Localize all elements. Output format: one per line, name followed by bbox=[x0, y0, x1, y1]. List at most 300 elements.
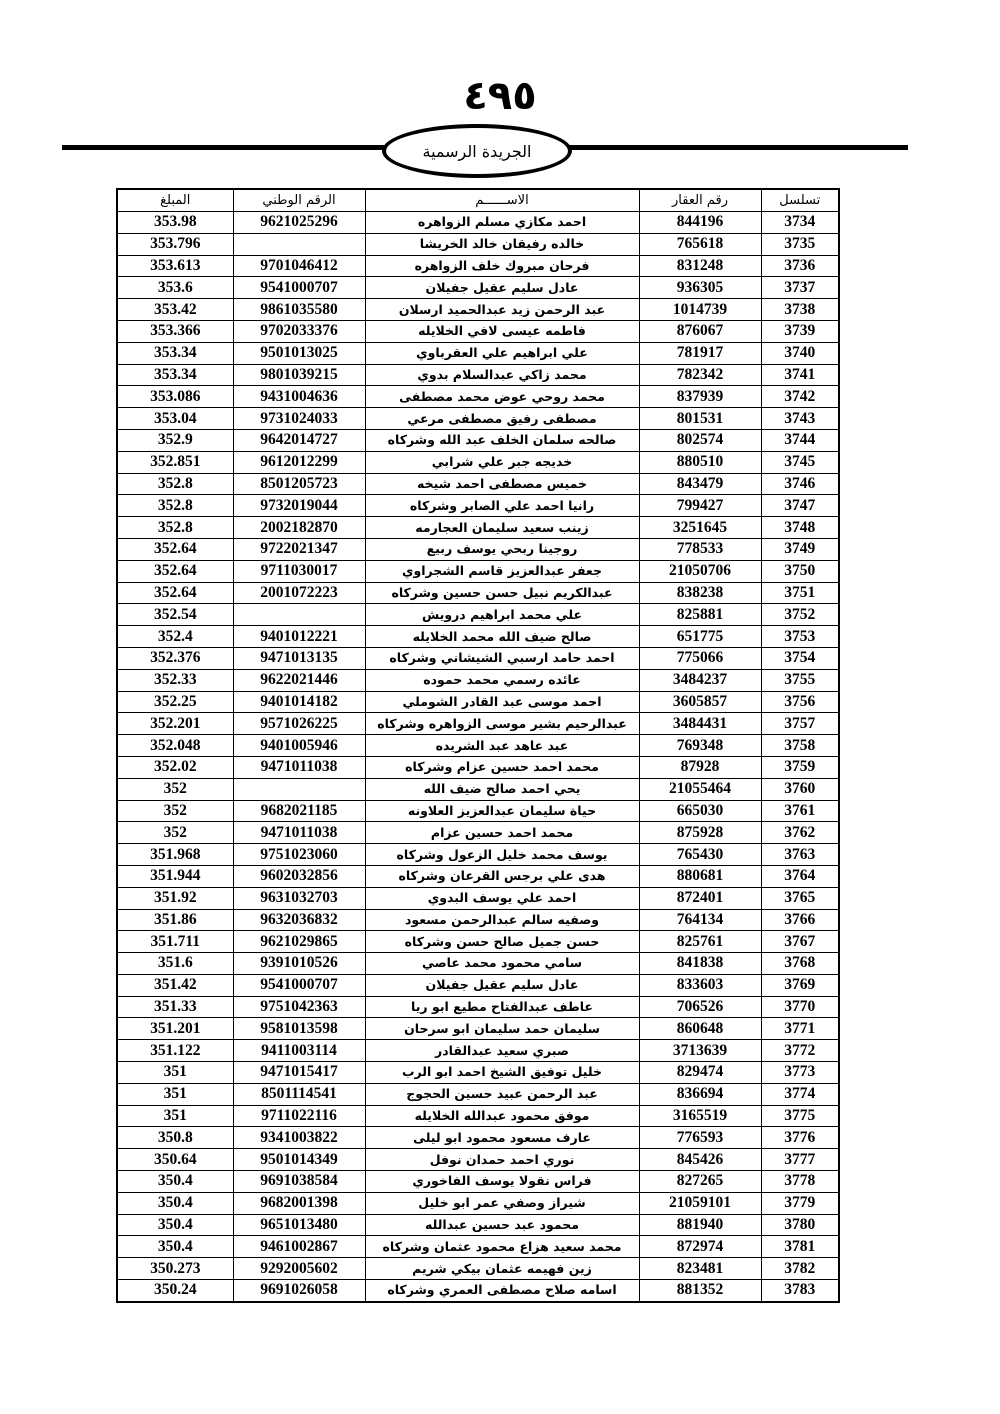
name-cell: علي ابراهيم علي العقرباوي bbox=[365, 342, 639, 364]
property-number-cell: 87928 bbox=[639, 756, 761, 778]
property-number-cell: 872974 bbox=[639, 1236, 761, 1258]
name-cell: عبد عاهد عبد الشريده bbox=[365, 735, 639, 757]
name-cell: روجينا ربحي يوسف ربيع bbox=[365, 538, 639, 560]
amount-cell: 350.4 bbox=[117, 1236, 233, 1258]
national-id-cell: 9621029865 bbox=[233, 931, 365, 953]
table-row bbox=[117, 1018, 839, 1040]
serial-cell: 3737 bbox=[761, 277, 839, 299]
national-id-cell: 9461002867 bbox=[233, 1236, 365, 1258]
national-id-cell bbox=[233, 233, 365, 255]
serial-cell: 3752 bbox=[761, 604, 839, 626]
property-number-cell: 776593 bbox=[639, 1127, 761, 1149]
records-table bbox=[116, 188, 840, 1303]
property-number-cell: 838238 bbox=[639, 582, 761, 604]
amount-cell: 353.613 bbox=[117, 255, 233, 277]
serial-cell: 3783 bbox=[761, 1280, 839, 1302]
amount-cell: 351.944 bbox=[117, 865, 233, 887]
amount-cell: 351.33 bbox=[117, 996, 233, 1018]
name-cell: صالح ضيف الله محمد الخلايله bbox=[365, 626, 639, 648]
national-id-cell: 9401005946 bbox=[233, 735, 365, 757]
amount-cell: 352.64 bbox=[117, 538, 233, 560]
table-row bbox=[117, 1171, 839, 1193]
amount-cell: 352.8 bbox=[117, 517, 233, 539]
property-number-cell: 827265 bbox=[639, 1171, 761, 1193]
amount-cell: 352.54 bbox=[117, 604, 233, 626]
amount-cell: 352 bbox=[117, 822, 233, 844]
name-cell: عبد الرحمن زيد عبدالحميد ارسلان bbox=[365, 299, 639, 321]
national-id-cell: 9541000707 bbox=[233, 277, 365, 299]
property-number-cell: 843479 bbox=[639, 473, 761, 495]
national-id-cell: 9691038584 bbox=[233, 1171, 365, 1193]
amount-cell: 352.4 bbox=[117, 626, 233, 648]
serial-cell: 3746 bbox=[761, 473, 839, 495]
amount-cell: 353.366 bbox=[117, 320, 233, 342]
serial-cell: 3757 bbox=[761, 713, 839, 735]
table-row bbox=[117, 604, 839, 626]
national-id-cell: 9471015417 bbox=[233, 1062, 365, 1084]
amount-cell: 353.6 bbox=[117, 277, 233, 299]
serial-cell: 3776 bbox=[761, 1127, 839, 1149]
amount-cell: 350.8 bbox=[117, 1127, 233, 1149]
property-number-cell: 781917 bbox=[639, 342, 761, 364]
property-number-cell: 765430 bbox=[639, 844, 761, 866]
table-row bbox=[117, 538, 839, 560]
property-number-cell: 764134 bbox=[639, 909, 761, 931]
property-number-cell: 881940 bbox=[639, 1214, 761, 1236]
column-header-amount: المبلغ bbox=[117, 189, 233, 212]
property-number-cell: 825761 bbox=[639, 931, 761, 953]
name-cell: فراس نقولا يوسف الفاخوري bbox=[365, 1171, 639, 1193]
serial-cell: 3747 bbox=[761, 495, 839, 517]
table-row bbox=[117, 1062, 839, 1084]
table-row bbox=[117, 865, 839, 887]
name-cell: محمد احمد حسين عزام bbox=[365, 822, 639, 844]
property-number-cell: 801531 bbox=[639, 408, 761, 430]
amount-cell: 353.34 bbox=[117, 342, 233, 364]
national-id-cell: 9341003822 bbox=[233, 1127, 365, 1149]
national-id-cell: 9471013135 bbox=[233, 647, 365, 669]
table-row bbox=[117, 1127, 839, 1149]
column-header-name: الاســــــم bbox=[365, 189, 639, 212]
amount-cell: 353.98 bbox=[117, 212, 233, 234]
amount-cell: 352 bbox=[117, 800, 233, 822]
serial-cell: 3761 bbox=[761, 800, 839, 822]
national-id-cell: 9711022116 bbox=[233, 1105, 365, 1127]
serial-cell: 3741 bbox=[761, 364, 839, 386]
national-id-cell: 9541000707 bbox=[233, 974, 365, 996]
page-number: ٤٩٥ bbox=[463, 73, 537, 119]
table-row bbox=[117, 822, 839, 844]
table-row bbox=[117, 212, 839, 234]
table-row bbox=[117, 495, 839, 517]
national-id-cell: 9501014349 bbox=[233, 1149, 365, 1171]
amount-cell: 351.201 bbox=[117, 1018, 233, 1040]
national-id-cell: 9622021446 bbox=[233, 669, 365, 691]
table-row bbox=[117, 451, 839, 473]
name-cell: زينب سعيد سليمان العجارمه bbox=[365, 517, 639, 539]
amount-cell: 352.25 bbox=[117, 691, 233, 713]
property-number-cell: 841838 bbox=[639, 953, 761, 975]
table-row bbox=[117, 1236, 839, 1258]
amount-cell: 352.851 bbox=[117, 451, 233, 473]
serial-cell: 3755 bbox=[761, 669, 839, 691]
amount-cell: 352.8 bbox=[117, 495, 233, 517]
name-cell: عادل سليم عقيل جفيلان bbox=[365, 974, 639, 996]
amount-cell: 351.42 bbox=[117, 974, 233, 996]
national-id-cell: 9702033376 bbox=[233, 320, 365, 342]
property-number-cell: 3165519 bbox=[639, 1105, 761, 1127]
table-row bbox=[117, 1192, 839, 1214]
property-number-cell: 21050706 bbox=[639, 560, 761, 582]
name-cell: خالده رفيقان خالد الخريشا bbox=[365, 233, 639, 255]
amount-cell: 351 bbox=[117, 1062, 233, 1084]
property-number-cell: 802574 bbox=[639, 429, 761, 451]
name-cell: نوري احمد حمدان نوفل bbox=[365, 1149, 639, 1171]
property-number-cell: 829474 bbox=[639, 1062, 761, 1084]
name-cell: فاطمه عيسى لافي الخلايله bbox=[365, 320, 639, 342]
amount-cell: 352.64 bbox=[117, 582, 233, 604]
property-number-cell: 825881 bbox=[639, 604, 761, 626]
national-id-cell: 9471011038 bbox=[233, 822, 365, 844]
table-header-row bbox=[117, 189, 839, 212]
national-id-cell: 9731024033 bbox=[233, 408, 365, 430]
name-cell: احمد مكازي مسلم الزواهره bbox=[365, 212, 639, 234]
property-number-cell: 881352 bbox=[639, 1280, 761, 1302]
table-row bbox=[117, 342, 839, 364]
table-row bbox=[117, 386, 839, 408]
name-cell: احمد موسى عبد القادر الشوملي bbox=[365, 691, 639, 713]
amount-cell: 350.273 bbox=[117, 1258, 233, 1280]
amount-cell: 351.968 bbox=[117, 844, 233, 866]
serial-cell: 3756 bbox=[761, 691, 839, 713]
amount-cell: 351 bbox=[117, 1105, 233, 1127]
name-cell: محمد زاكي عبدالسلام بدوي bbox=[365, 364, 639, 386]
amount-cell: 352.048 bbox=[117, 735, 233, 757]
amount-cell: 353.796 bbox=[117, 233, 233, 255]
name-cell: عادل سليم عقيل جفيلان bbox=[365, 277, 639, 299]
table-row bbox=[117, 647, 839, 669]
table-row bbox=[117, 233, 839, 255]
table-row bbox=[117, 1258, 839, 1280]
name-cell: اسامه صلاح مصطفى العمري وشركاه bbox=[365, 1280, 639, 1302]
serial-cell: 3738 bbox=[761, 299, 839, 321]
serial-cell: 3750 bbox=[761, 560, 839, 582]
serial-cell: 3749 bbox=[761, 538, 839, 560]
name-cell: وصفيه سالم عبدالرحمن مسعود bbox=[365, 909, 639, 931]
national-id-cell: 2002182870 bbox=[233, 517, 365, 539]
national-id-cell: 9632036832 bbox=[233, 909, 365, 931]
national-id-cell: 9581013598 bbox=[233, 1018, 365, 1040]
serial-cell: 3734 bbox=[761, 212, 839, 234]
property-number-cell: 837939 bbox=[639, 386, 761, 408]
property-number-cell: 775066 bbox=[639, 647, 761, 669]
national-id-cell: 9391010526 bbox=[233, 953, 365, 975]
name-cell: خميس مصطفى احمد شيخه bbox=[365, 473, 639, 495]
amount-cell: 350.24 bbox=[117, 1280, 233, 1302]
amount-cell: 350.4 bbox=[117, 1192, 233, 1214]
table-row bbox=[117, 931, 839, 953]
serial-cell: 3764 bbox=[761, 865, 839, 887]
table-row bbox=[117, 909, 839, 931]
name-cell: يوسف محمد خليل الزعول وشركاه bbox=[365, 844, 639, 866]
property-number-cell: 872401 bbox=[639, 887, 761, 909]
table-row bbox=[117, 996, 839, 1018]
property-number-cell: 778533 bbox=[639, 538, 761, 560]
national-id-cell bbox=[233, 778, 365, 800]
name-cell: صبري سعيد عبدالقادر bbox=[365, 1040, 639, 1062]
amount-cell: 352.33 bbox=[117, 669, 233, 691]
serial-cell: 3771 bbox=[761, 1018, 839, 1040]
national-id-cell: 9621025296 bbox=[233, 212, 365, 234]
serial-cell: 3782 bbox=[761, 1258, 839, 1280]
name-cell: محمود عبد حسين عبدالله bbox=[365, 1214, 639, 1236]
serial-cell: 3760 bbox=[761, 778, 839, 800]
name-cell: عائده رسمي محمد حموده bbox=[365, 669, 639, 691]
amount-cell: 350.4 bbox=[117, 1171, 233, 1193]
national-id-cell: 9861035580 bbox=[233, 299, 365, 321]
national-id-cell: 9642014727 bbox=[233, 429, 365, 451]
property-number-cell: 875928 bbox=[639, 822, 761, 844]
serial-cell: 3767 bbox=[761, 931, 839, 953]
serial-cell: 3769 bbox=[761, 974, 839, 996]
name-cell: محمد روحي عوض محمد مصطفى bbox=[365, 386, 639, 408]
amount-cell: 353.086 bbox=[117, 386, 233, 408]
table-row bbox=[117, 887, 839, 909]
table-row bbox=[117, 691, 839, 713]
property-number-cell: 799427 bbox=[639, 495, 761, 517]
table-row bbox=[117, 669, 839, 691]
table-row bbox=[117, 320, 839, 342]
table-row bbox=[117, 974, 839, 996]
amount-cell: 351 bbox=[117, 1083, 233, 1105]
amount-cell: 351.92 bbox=[117, 887, 233, 909]
amount-cell: 353.04 bbox=[117, 408, 233, 430]
column-header-property-number: رقم العقار bbox=[639, 189, 761, 212]
national-id-cell: 9701046412 bbox=[233, 255, 365, 277]
property-number-cell: 844196 bbox=[639, 212, 761, 234]
property-number-cell: 831248 bbox=[639, 255, 761, 277]
name-cell: خليل توفيق الشيخ احمد ابو الرب bbox=[365, 1062, 639, 1084]
national-id-cell: 9722021347 bbox=[233, 538, 365, 560]
name-cell: عاطف عبدالفتاح مطيع ابو ريا bbox=[365, 996, 639, 1018]
serial-cell: 3739 bbox=[761, 320, 839, 342]
serial-cell: 3762 bbox=[761, 822, 839, 844]
amount-cell: 352.376 bbox=[117, 647, 233, 669]
property-number-cell: 665030 bbox=[639, 800, 761, 822]
property-number-cell: 3484237 bbox=[639, 669, 761, 691]
serial-cell: 3753 bbox=[761, 626, 839, 648]
amount-cell: 352.8 bbox=[117, 473, 233, 495]
table-row bbox=[117, 408, 839, 430]
serial-cell: 3779 bbox=[761, 1192, 839, 1214]
table-row bbox=[117, 560, 839, 582]
serial-cell: 3766 bbox=[761, 909, 839, 931]
serial-cell: 3742 bbox=[761, 386, 839, 408]
amount-cell: 351.6 bbox=[117, 953, 233, 975]
amount-cell: 350.64 bbox=[117, 1149, 233, 1171]
amount-cell: 352.02 bbox=[117, 756, 233, 778]
name-cell: سامي محمود محمد عاصي bbox=[365, 953, 639, 975]
name-cell: محمد سعيد هزاع محمود عثمان وشركاه bbox=[365, 1236, 639, 1258]
national-id-cell: 8501205723 bbox=[233, 473, 365, 495]
serial-cell: 3735 bbox=[761, 233, 839, 255]
name-cell: احمد علي يوسف البدوي bbox=[365, 887, 639, 909]
amount-cell: 351.122 bbox=[117, 1040, 233, 1062]
amount-cell: 353.42 bbox=[117, 299, 233, 321]
serial-cell: 3763 bbox=[761, 844, 839, 866]
table-row bbox=[117, 1214, 839, 1236]
name-cell: عارف مسعود محمود ابو ليلى bbox=[365, 1127, 639, 1149]
property-number-cell: 782342 bbox=[639, 364, 761, 386]
property-number-cell: 651775 bbox=[639, 626, 761, 648]
name-cell: علي محمد ابراهيم درويش bbox=[365, 604, 639, 626]
serial-cell: 3744 bbox=[761, 429, 839, 451]
serial-cell: 3781 bbox=[761, 1236, 839, 1258]
table-row bbox=[117, 1105, 839, 1127]
property-number-cell: 860648 bbox=[639, 1018, 761, 1040]
serial-cell: 3758 bbox=[761, 735, 839, 757]
national-id-cell: 9471011038 bbox=[233, 756, 365, 778]
name-cell: سليمان حمد سليمان ابو سرحان bbox=[365, 1018, 639, 1040]
serial-cell: 3778 bbox=[761, 1171, 839, 1193]
table-row bbox=[117, 299, 839, 321]
name-cell: حياة سليمان عبدالعزيز العلاونه bbox=[365, 800, 639, 822]
table-row bbox=[117, 473, 839, 495]
table-row bbox=[117, 778, 839, 800]
name-cell: مصطفى رفيق مصطفى مرعي bbox=[365, 408, 639, 430]
property-number-cell: 1014739 bbox=[639, 299, 761, 321]
name-cell: فرحان مبروك خلف الزواهره bbox=[365, 255, 639, 277]
national-id-cell: 9431004636 bbox=[233, 386, 365, 408]
serial-cell: 3743 bbox=[761, 408, 839, 430]
table-row bbox=[117, 800, 839, 822]
property-number-cell: 21055464 bbox=[639, 778, 761, 800]
name-cell: احمد حامد ارسبي الشيشاني وشركاه bbox=[365, 647, 639, 669]
property-number-cell: 845426 bbox=[639, 1149, 761, 1171]
serial-cell: 3777 bbox=[761, 1149, 839, 1171]
table-row bbox=[117, 626, 839, 648]
national-id-cell: 2001072223 bbox=[233, 582, 365, 604]
national-id-cell: 9651013480 bbox=[233, 1214, 365, 1236]
amount-cell: 351.711 bbox=[117, 931, 233, 953]
serial-cell: 3754 bbox=[761, 647, 839, 669]
table-row bbox=[117, 364, 839, 386]
national-id-cell: 9732019044 bbox=[233, 495, 365, 517]
national-id-cell: 9602032856 bbox=[233, 865, 365, 887]
property-number-cell: 3713639 bbox=[639, 1040, 761, 1062]
name-cell: يحي احمد صالح ضيف الله bbox=[365, 778, 639, 800]
property-number-cell: 769348 bbox=[639, 735, 761, 757]
national-id-cell: 9292005602 bbox=[233, 1258, 365, 1280]
name-cell: صالحه سلمان الخلف عبد الله وشركاه bbox=[365, 429, 639, 451]
name-cell: شيراز وصفي عمر ابو خليل bbox=[365, 1192, 639, 1214]
amount-cell: 351.86 bbox=[117, 909, 233, 931]
property-number-cell: 3251645 bbox=[639, 517, 761, 539]
serial-cell: 3768 bbox=[761, 953, 839, 975]
serial-cell: 3773 bbox=[761, 1062, 839, 1084]
property-number-cell: 3484431 bbox=[639, 713, 761, 735]
name-cell: خديجه جبر علي شرابي bbox=[365, 451, 639, 473]
amount-cell: 352 bbox=[117, 778, 233, 800]
national-id-cell: 9411003114 bbox=[233, 1040, 365, 1062]
property-number-cell: 880681 bbox=[639, 865, 761, 887]
amount-cell: 352.201 bbox=[117, 713, 233, 735]
property-number-cell: 3605857 bbox=[639, 691, 761, 713]
serial-cell: 3751 bbox=[761, 582, 839, 604]
national-id-cell: 9691026058 bbox=[233, 1280, 365, 1302]
serial-cell: 3740 bbox=[761, 342, 839, 364]
national-id-cell: 9801039215 bbox=[233, 364, 365, 386]
property-number-cell: 833603 bbox=[639, 974, 761, 996]
property-number-cell: 765618 bbox=[639, 233, 761, 255]
national-id-cell: 9682001398 bbox=[233, 1192, 365, 1214]
property-number-cell: 936305 bbox=[639, 277, 761, 299]
amount-cell: 352.9 bbox=[117, 429, 233, 451]
table-row bbox=[117, 517, 839, 539]
name-cell: هدى علي برجس القرعان وشركاه bbox=[365, 865, 639, 887]
serial-cell: 3780 bbox=[761, 1214, 839, 1236]
serial-cell: 3745 bbox=[761, 451, 839, 473]
table-row bbox=[117, 1083, 839, 1105]
name-cell: عبدالكريم نبيل حسن حسين وشركاه bbox=[365, 582, 639, 604]
national-id-cell: 9571026225 bbox=[233, 713, 365, 735]
table-row bbox=[117, 429, 839, 451]
national-id-cell: 9501013025 bbox=[233, 342, 365, 364]
table-row bbox=[117, 255, 839, 277]
serial-cell: 3736 bbox=[761, 255, 839, 277]
property-number-cell: 876067 bbox=[639, 320, 761, 342]
property-number-cell: 880510 bbox=[639, 451, 761, 473]
national-id-cell: 9711030017 bbox=[233, 560, 365, 582]
name-cell: جعفر عبدالعزيز قاسم الشجراوي bbox=[365, 560, 639, 582]
national-id-cell: 9751042363 bbox=[233, 996, 365, 1018]
name-cell: رانيا احمد علي الصابر وشركاه bbox=[365, 495, 639, 517]
property-number-cell: 836694 bbox=[639, 1083, 761, 1105]
serial-cell: 3765 bbox=[761, 887, 839, 909]
table-row bbox=[117, 277, 839, 299]
table-row bbox=[117, 735, 839, 757]
serial-cell: 3770 bbox=[761, 996, 839, 1018]
name-cell: عبدالرحيم بشير موسى الزواهره وشركاه bbox=[365, 713, 639, 735]
amount-cell: 353.34 bbox=[117, 364, 233, 386]
serial-cell: 3772 bbox=[761, 1040, 839, 1062]
property-number-cell: 823481 bbox=[639, 1258, 761, 1280]
table-row bbox=[117, 1040, 839, 1062]
national-id-cell: 8501114541 bbox=[233, 1083, 365, 1105]
table-row bbox=[117, 1149, 839, 1171]
column-header-serial: تسلسل bbox=[761, 189, 839, 212]
amount-cell: 352.64 bbox=[117, 560, 233, 582]
amount-cell: 350.4 bbox=[117, 1214, 233, 1236]
column-header-national-id: الرقم الوطني bbox=[233, 189, 365, 212]
national-id-cell: 9631032703 bbox=[233, 887, 365, 909]
serial-cell: 3774 bbox=[761, 1083, 839, 1105]
national-id-cell: 9682021185 bbox=[233, 800, 365, 822]
name-cell: محمد احمد حسين عزام وشركاه bbox=[365, 756, 639, 778]
property-number-cell: 21059101 bbox=[639, 1192, 761, 1214]
table-row bbox=[117, 756, 839, 778]
property-number-cell: 706526 bbox=[639, 996, 761, 1018]
table-row bbox=[117, 1280, 839, 1302]
name-cell: حسن جميل صالح حسن وشركاه bbox=[365, 931, 639, 953]
national-id-cell: 9401012221 bbox=[233, 626, 365, 648]
publication-oval bbox=[382, 124, 572, 178]
national-id-cell: 9751023060 bbox=[233, 844, 365, 866]
publication-title: الجريدة الرسمية bbox=[422, 141, 532, 161]
national-id-cell: 9612012299 bbox=[233, 451, 365, 473]
table-row bbox=[117, 582, 839, 604]
table-body bbox=[117, 212, 839, 1302]
